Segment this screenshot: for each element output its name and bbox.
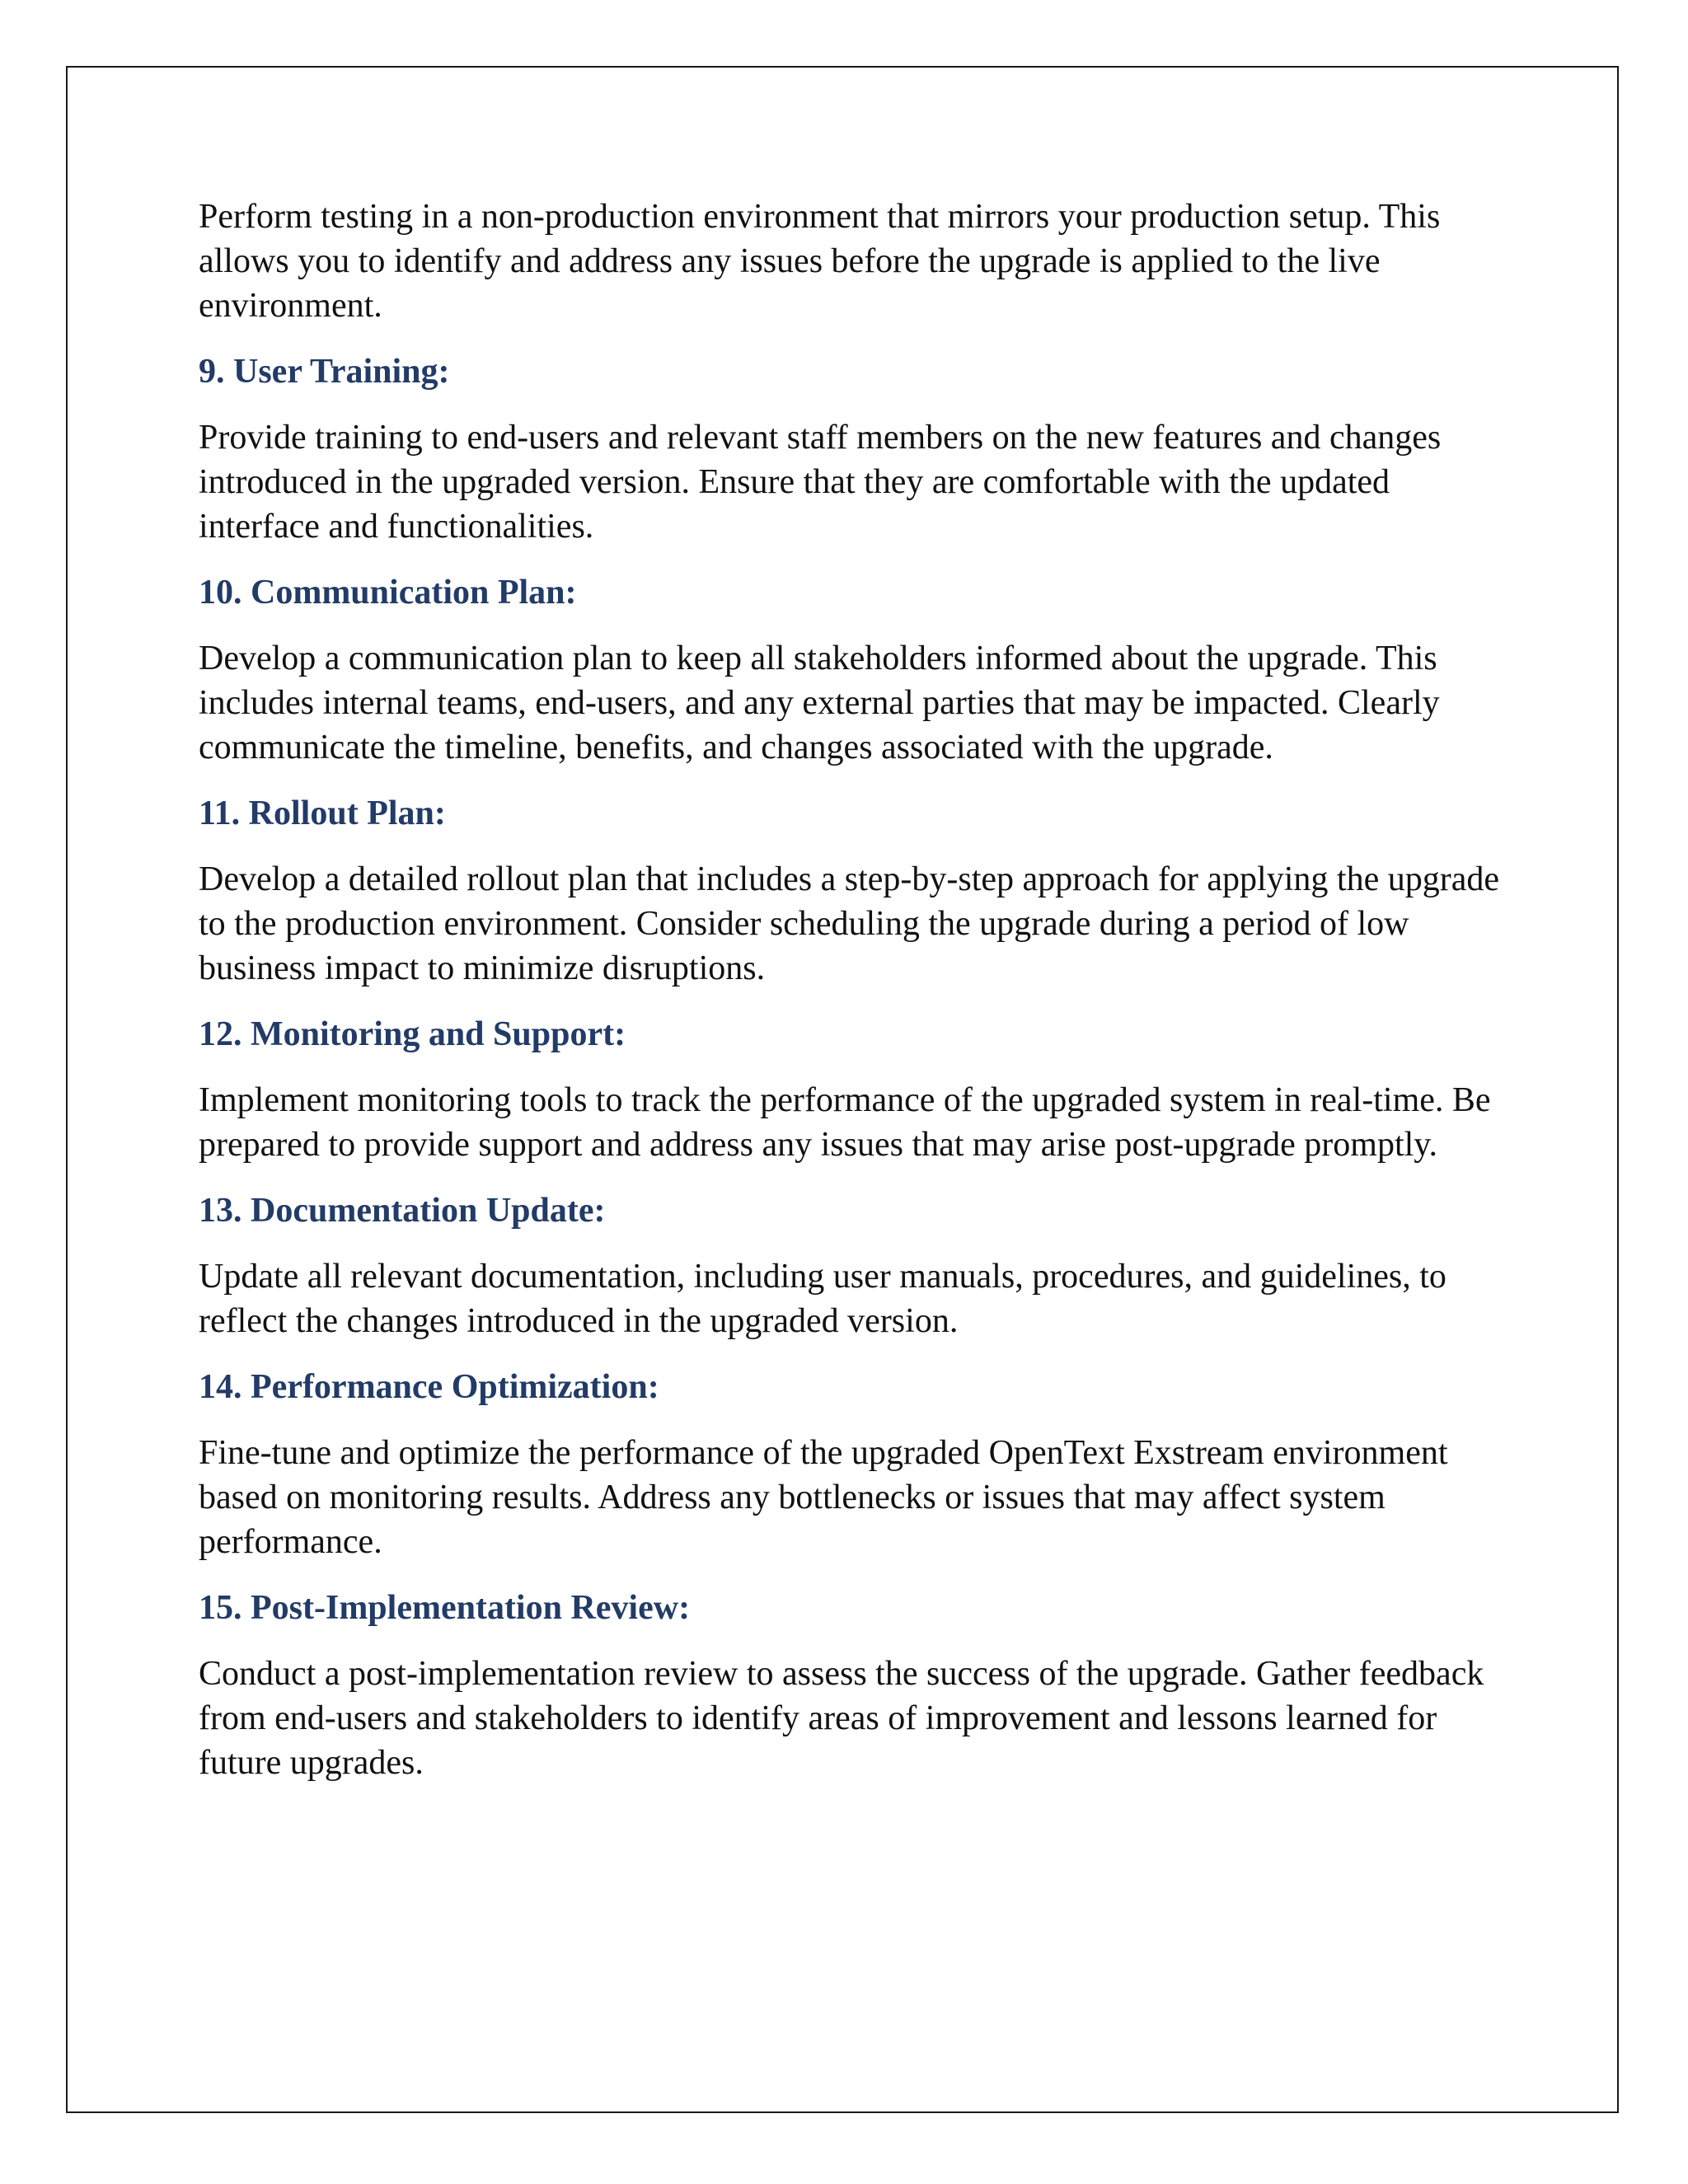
intro-paragraph: Perform testing in a non-production environment that mirrors your production setup. This allows you to identify and address any issues before the upgrade is applied to the live environment. (199, 198, 1441, 325)
section-heading-post-implementation-review: 15. Post-Implementation Review: (199, 1589, 691, 1627)
section-body-rollout-plan: Develop a detailed rollout plan that includes a step-by-step approach for applying the upgrade to the production environment. Consider scheduling the upgrade during a period of low business impact to minimize disruptions. (199, 860, 1499, 987)
section-body-post-implementation-review: Conduct a post-implementation review to assess the success of the upgrade. Gather feedback from end-users and stakeholders to identify areas of improvement and lessons learned for future upgrades. (199, 1655, 1484, 1782)
section-body-documentation-update: Update all relevant documentation, including user manuals, procedures, and guidelines, to reflect the changes introduced in the upgraded version. (199, 1258, 1447, 1340)
section-heading-performance-optimization: 14. Performance Optimization: (199, 1368, 659, 1406)
section-heading-monitoring-support: 12. Monitoring and Support: (199, 1015, 626, 1053)
section-body-communication-plan: Develop a communication plan to keep all stakeholders informed about the upgrade. This includes internal teams, end-users, and any external parties that may be impacted. Clearly communicate the timeline, benefits, and changes associated with the upgrade. (199, 640, 1440, 766)
section-heading-documentation-update: 13. Documentation Update: (199, 1192, 606, 1230)
section-body-performance-optimization: Fine-tune and optimize the performance of the upgraded OpenText Exstream environment based on monitoring results. Address any bottlenecks or issues that may affect system performance. (199, 1434, 1448, 1561)
document-body (199, 194, 1509, 1785)
section-body-user-training: Provide training to end-users and relevant staff members on the new features and changes introduced in the upgraded version. Ensure that they are comfortable with the updated interface and functionalities. (199, 419, 1442, 546)
section-heading-user-training: 9. User Training: (199, 353, 450, 391)
section-heading-communication-plan: 10. Communication Plan: (199, 574, 577, 612)
section-body-monitoring-support: Implement monitoring tools to track the performance of the upgraded system in real-time. Be prepared to provide support and address any issues that may arise post-upgrade promptly. (199, 1081, 1491, 1164)
section-heading-rollout-plan: 11. Rollout Plan: (199, 794, 446, 832)
